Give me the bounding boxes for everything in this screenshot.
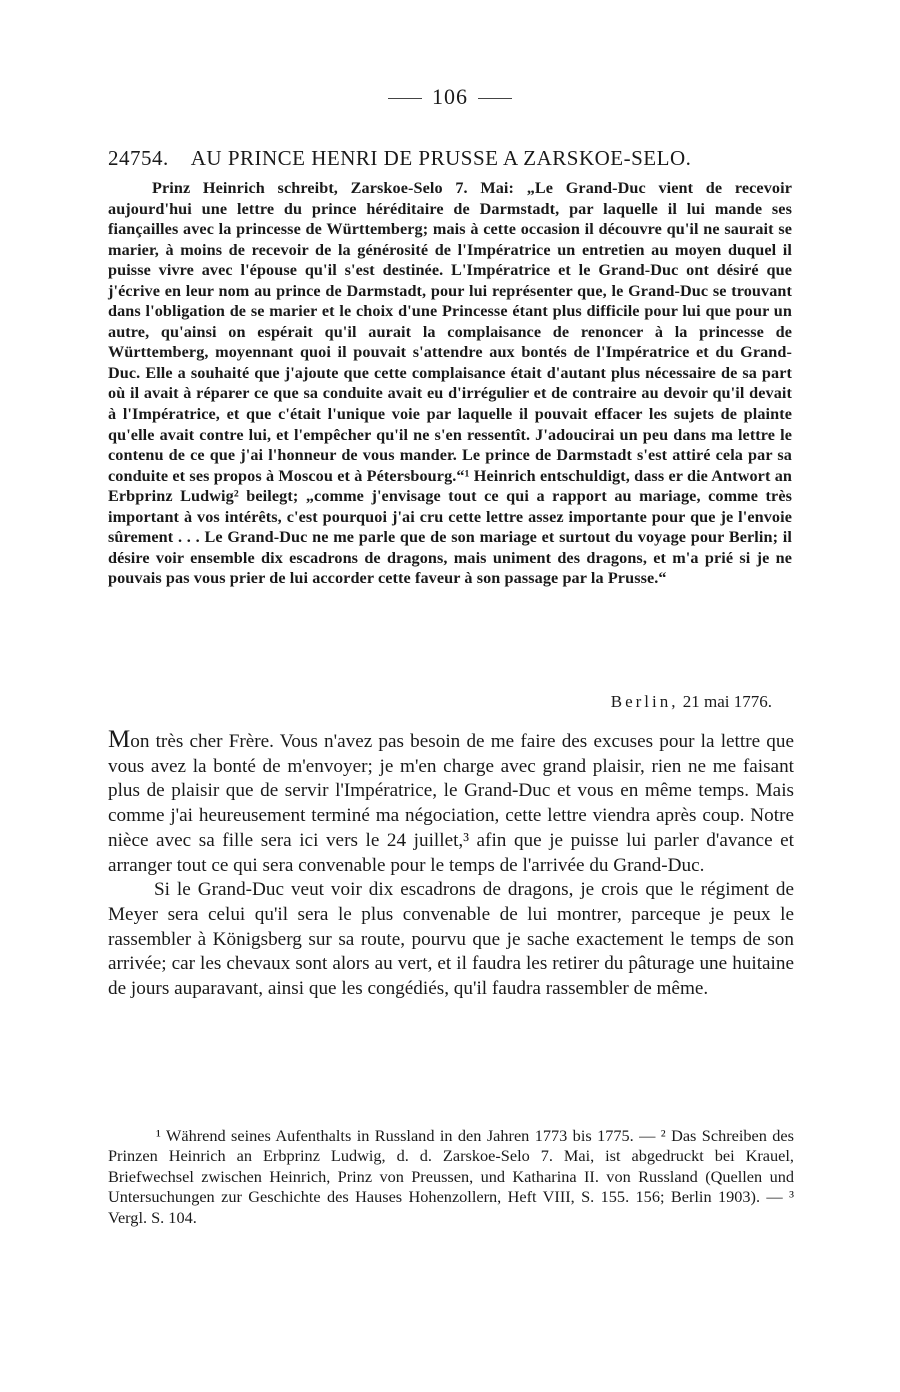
footnotes (108, 1126, 794, 1228)
body-paragraph-2: Si le Grand-Duc veut voir dix escadrons de dragons, je crois que le régiment de Meyer sera celui qu'il sera le plus convenable de lui montrer, parceque je peux le rassembler à Königsberg sur sa route, pourvu que je sache exactement le temps de son arrivée; car les chevaux sont alors au vert, et il faudra les retirer du pâturage une huitaine de jours auparavant, ainsi que les congédiés, qu'il faudra rassembler de même. (108, 879, 794, 1000)
page-number: 106 (432, 84, 468, 109)
letter-title: AU PRINCE HENRI DE PRUSSE A ZARSKOE-SELO. (190, 146, 692, 170)
intro-summary: Prinz Heinrich schreibt, Zarskoe-Selo 7. Mai: „Le Grand-Duc vient de recevoir aujourd'hui une lettre du prince héréditaire de Darmstadt, par laquelle il lui mande ses fiançailles avec la princesse de Württemberg; mais à cette occasion il découvre qu'il ne saurait se marier, à moins de recevoir de la générosité de l'Impératrice un entretien au moyen duquel il puisse vivre avec l'épouse qu'il s'est destinée. L'Impératrice et le Grand-Duc ont désiré que j'écrive en leur nom au prince de Darmstadt, pour lui représenter que, le Grand-Duc se trouvant dans l'obligation de se marier et le choix d'une Princesse étant plus difficile pour lui que pour un autre, qu'ainsi on espérait qu'il aurait la complaisance de renoncer à la princesse de Württemberg, moyennant quoi il pouvait s'attendre aux bontés de l'Impératrice et du Grand-Duc. Elle a souhaité que j'ajoute que cette complaisance était d'autant plus nécessaire de sa part où il avait à réparer ce que sa conduite avait eu d'irrégulier et de contraire au devoir qu'il devait à l'Impératrice, et que c'était l'unique voie par laquelle il pouvait effacer les sujets de plainte qu'elle avait contre lui, et l'empêcher qu'il ne s'en ressentît. J'adoucirai un peu dans ma lettre le contenu de ce que j'ai l'honneur de vous mander. Le prince de Darmstadt s'est attiré cela par sa conduite et ses propos à Moscou et à Pétersbourg.“¹ Heinrich entschuldigt, dass er die Antwort an Erbprinz Ludwig² beilegt; „comme j'envisage tout ce qui a rapport au mariage, comme très important à vos intérêts, c'est pourquoi j'ai cru cette lettre assez importante pour que je l'envoie sûrement . . . Le Grand-Duc ne me parle que de son mariage et surtout du voyage pour Berlin; il désire voir ensemble dix escadrons de dragons, mais uniment des dragons, et m'a prié si je ne pouvais pas vous prier de lui accorder cette faveur à son passage par la Prusse.“ (108, 179, 792, 588)
dash-right (478, 98, 512, 99)
footnotes-text: ¹ Während seines Aufenthalts in Russland in den Jahren 1773 bis 1775. — ² Das Schreiben des Prinzen Heinrich an Erbprinz Ludwig, d. d. Zarskoe-Selo 7. Mai, ist abgedruckt bei Krauel, Briefwechsel zwischen Heinrich, Prinz von Preussen, und Katharina II. von Russland (Quellen und Untersuchungen zur Geschichte des Hauses Hohenzollern, Heft VIII, S. 155. 156; Berlin 1903). — ³ Vergl. S. 104. (108, 1126, 794, 1227)
letter-body (108, 728, 794, 1002)
place: Berlin, (610, 692, 679, 711)
body-paragraph-1 (108, 728, 794, 878)
initial-letter: M (108, 726, 131, 753)
letter-number: 24754. (108, 146, 169, 170)
date: 21 mai 1776. (682, 692, 772, 711)
letter-heading (108, 146, 798, 171)
body-paragraph-1-text: on très cher Frère. Vous n'avez pas besoin de me faire des excuses pour la lettre que vous avez la bonté de m'envoyer; je m'en charge avec grand plaisir, rien ne me faisant plus de plaisir que de servir l'Impératrice, le Grand-Duc et vous en même temps. Mais comme j'ai heureusement terminé ma négociation, cette lettre viendra après coup. Notre nièce avec sa fille sera ici vers le 24 juillet,³ afin que je puisse lui parler d'avance et arranger tout ce qui sera convenable pour le temps de l'arrivée du Grand-Duc. (108, 731, 794, 876)
page-number-line (0, 84, 900, 110)
place-date-line (108, 692, 772, 712)
dash-left (388, 98, 422, 99)
